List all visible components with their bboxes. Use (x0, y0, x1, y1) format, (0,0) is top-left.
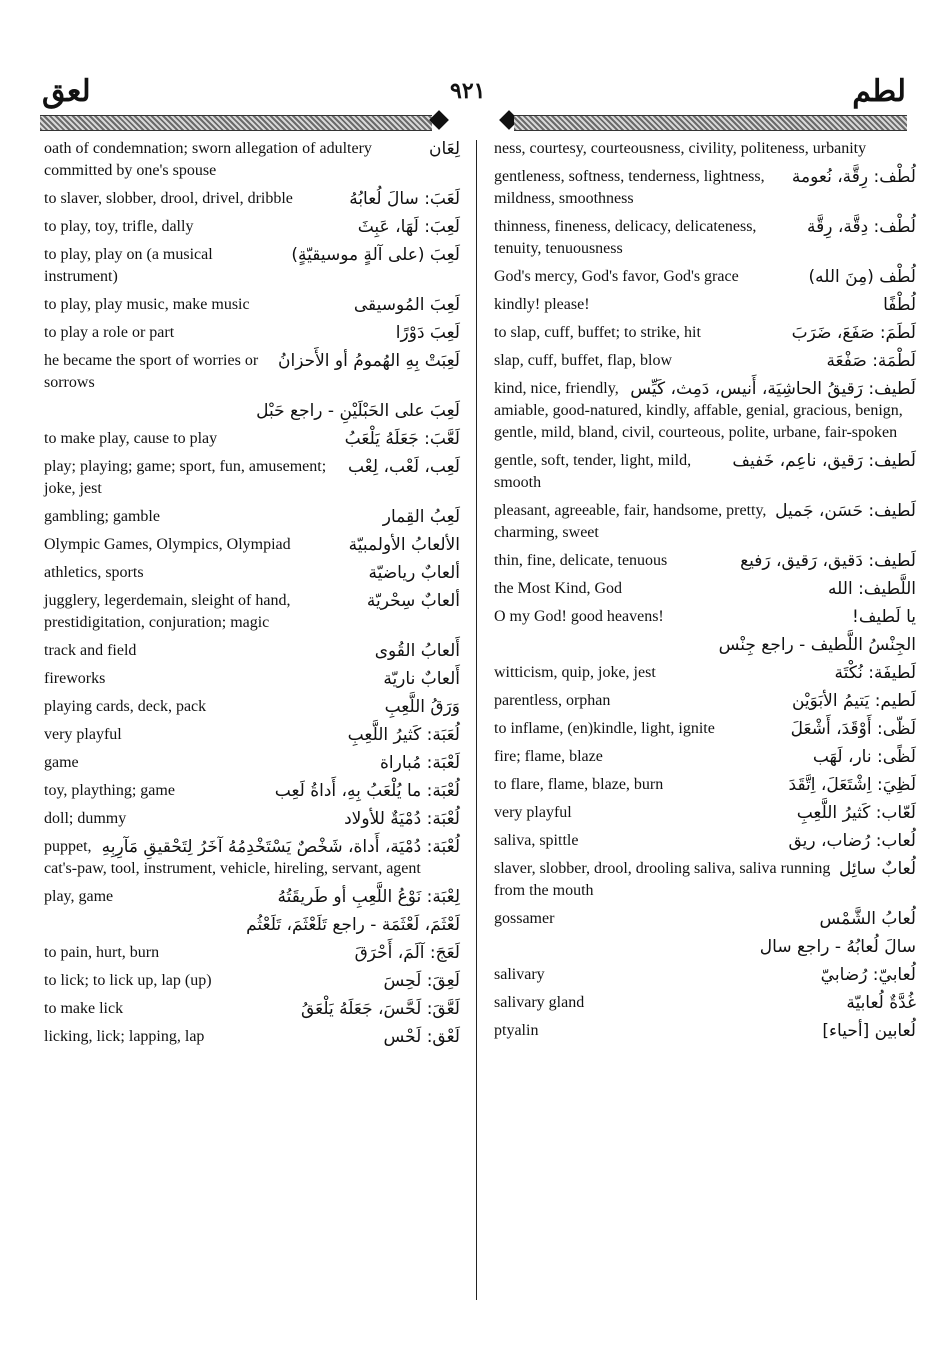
dictionary-entry (44, 534, 460, 556)
definition-english: licking, lick; lapping, lap (44, 1028, 205, 1045)
definition-english: the Most Kind, God (494, 580, 622, 597)
definition-english: to inflame, (en)kindle, light, ignite (494, 720, 715, 737)
headword-arabic: لَطيفَة: نُكْتَة (834, 663, 916, 683)
dictionary-entry (494, 166, 916, 210)
ornament-band-left (40, 115, 432, 131)
left-column (44, 138, 460, 1054)
headword-arabic: وَرَقُ اللَّعِبِ (384, 697, 460, 717)
dictionary-entry (44, 562, 460, 584)
ornament-diamond-left (429, 110, 449, 130)
definition-english: fire; flame, blaze (494, 748, 603, 765)
headword-arabic: لَعَّقَ: لَحَّسَ، جَعَلَهُ يَلْعَقُ (300, 999, 460, 1019)
definition-english: to play a role or part (44, 324, 175, 341)
headword-arabic: لُعابٌ سائِل (839, 859, 916, 879)
dictionary-entry (44, 780, 460, 802)
definition-english: thinness, fineness, delicacy, delicateness, tenuity, tenuousness (494, 218, 757, 257)
dictionary-entry (494, 662, 916, 684)
headword-arabic: لَطيف: دَقيق، رَقيق، رَفيع (740, 551, 916, 571)
headword-arabic: الألعابُ الأولمبيّة (348, 535, 460, 555)
definition-english: to play, play on (a musical instrument) (44, 246, 213, 285)
headword-arabic: لَعْبَة: مُباراة (379, 753, 460, 773)
dictionary-entry (44, 836, 460, 880)
page-number: ٩٢١ (450, 78, 486, 104)
headword-arabic: الجِنْسُ اللَّطيف - راجع جِنْس (718, 635, 916, 655)
dictionary-entry (44, 590, 460, 634)
headword-arabic: لَعْق: لَحْس (383, 1027, 460, 1047)
headword-arabic: يا لَطيف! (852, 607, 916, 627)
headword-arabic: لَطيف: رَقيقُ الحاشِيَة، أَنيس، دَمِث، كَيِّس (630, 379, 916, 399)
dictionary-entry (494, 802, 916, 824)
dictionary-entry (44, 998, 460, 1020)
dictionary-entry (494, 450, 916, 494)
definition-english: witticism, quip, joke, jest (494, 664, 656, 681)
headword-arabic: لَطْمَة: صَفْعَة (826, 351, 916, 371)
dictionary-entry (494, 908, 916, 930)
dictionary-entry (44, 724, 460, 746)
dictionary-entry (494, 350, 916, 372)
dictionary-entry (494, 378, 916, 444)
dictionary-entry (44, 640, 460, 662)
definition-english: gossamer (494, 910, 555, 927)
headword-arabic: لُعْبَة: دُمْيَةٌ للأولاد (344, 809, 460, 829)
definition-english: slap, cuff, buffet, flap, blow (494, 352, 673, 369)
headword-arabic: ألعابٌ رياضيّة (368, 563, 460, 583)
dictionary-entry (494, 500, 916, 544)
dictionary-entry (44, 886, 460, 908)
headword-arabic: لَعِقَ: لَحِسَ (383, 971, 460, 991)
dictionary-entry (44, 668, 460, 690)
dictionary-entry (494, 266, 916, 288)
dictionary-entry (494, 138, 916, 160)
dictionary-entry (494, 718, 916, 740)
definition-english: doll; dummy (44, 810, 127, 827)
headword-arabic: لُطْف (مِنَ الله) (808, 267, 916, 287)
headword-arabic: أَلعابٌ ناريّة (383, 669, 460, 689)
dictionary-entry (44, 808, 460, 830)
definition-english: game (44, 754, 79, 771)
definition-english: to make play, cause to play (44, 430, 218, 447)
definition-english: oath of condemnation; sworn allegation of adultery committed by one's spouse (44, 140, 372, 179)
dictionary-entry (494, 690, 916, 712)
definition-english: gentleness, softness, tenderness, lightness, mildness, smoothness (494, 168, 765, 207)
dictionary-entry (494, 322, 916, 344)
definition-english: slaver, slobber, drool, drooling saliva, saliva running from the mouth (494, 860, 831, 899)
headword-arabic: لَطيم: يَتيمُ الأبَوَيْن (791, 691, 916, 711)
headword-arabic: لُطْفًا (883, 295, 916, 315)
ornament-band-right (514, 115, 907, 131)
definition-english: salivary gland (494, 994, 585, 1011)
headword-arabic: لَعَبَ: سالَ لُعابُهُ (349, 189, 460, 209)
headword-arabic: لَظِيَ: اِشْتَعَلَ، اِتَّقَدَ (788, 775, 916, 795)
definition-english: he became the sport of worries or sorrows (44, 352, 259, 391)
definition-english: kindly! please! (494, 296, 590, 313)
dictionary-entry (44, 696, 460, 718)
definition-english: to slaver, slobber, drool, drivel, dribble (44, 190, 293, 207)
dictionary-entry (44, 244, 460, 288)
headword-arabic: لِعَان (428, 139, 460, 159)
headword-arabic: لَعِب، لَعْب، لِعْب (347, 457, 460, 477)
dictionary-entry (44, 216, 460, 238)
headword-arabic: ألعابٌ سِحْريّة (366, 591, 460, 611)
column-divider (476, 140, 477, 1300)
dictionary-entry (44, 188, 460, 210)
definition-english: saliva, spittle (494, 832, 579, 849)
headword-arabic: لَعِبَ (على آلةٍ موسيقيّةٍ) (291, 245, 460, 265)
headword-arabic: لَعِبَ: لَهَا، عَبِثَ (357, 217, 460, 237)
headword-arabic: اللَّطيف: الله (828, 579, 916, 599)
definition-english: very playful (494, 804, 572, 821)
dictionary-entry (494, 774, 916, 796)
definition-english: ptyalin (494, 1022, 539, 1039)
headword-arabic: لُعابين [أحياء] (822, 1021, 916, 1041)
definition-english: very playful (44, 726, 122, 743)
dictionary-entry (494, 964, 916, 986)
headword-arabic: لُطْف: دِقَّة، رِقَّة (806, 217, 916, 237)
dictionary-entry (44, 456, 460, 500)
definition-english: to flare, flame, blaze, burn (494, 776, 664, 793)
dictionary-entry (44, 1026, 460, 1048)
headword-arabic: لُعابيّ: رُضابيّ (820, 965, 916, 985)
running-header-right: لطم (852, 74, 906, 109)
definition-english: to lick; to lick up, lap (up) (44, 972, 212, 989)
headword-arabic: لَعْثَمَ، لَعْثَمَة - راجع تَلَعْثَمَ، تَلَعْثُم (246, 915, 460, 935)
dictionary-entry (44, 322, 460, 344)
dictionary-entry (44, 428, 460, 450)
definition-english: to make lick (44, 1000, 124, 1017)
dictionary-entry (494, 634, 916, 656)
headword-arabic: لَعّاب: كَثيرُ اللَّعِبِ (796, 803, 916, 823)
definition-english: fireworks (44, 670, 106, 687)
definition-english: toy, plaything; game (44, 782, 175, 799)
headword-arabic: لَعَجَ: آلَمَ، أَحْرَقَ (354, 943, 460, 963)
definition-english: to play, toy, trifle, dally (44, 218, 194, 235)
dictionary-entry (494, 936, 916, 958)
headword-arabic: لَعِبَ على الحَبْلَيْنِ - راجع حَبْل (256, 401, 460, 421)
headword-arabic: لِعْبَة: نَوْعُ اللَّعِبِ أو طَريقَتُهُ (277, 887, 460, 907)
definition-english: gambling; gamble (44, 508, 160, 525)
dictionary-entry (44, 400, 460, 422)
definition-english: Olympic Games, Olympics, Olympiad (44, 536, 291, 553)
definition-english: playing cards, deck, pack (44, 698, 207, 715)
definition-english: to pain, hurt, burn (44, 944, 160, 961)
dictionary-entry (494, 294, 916, 316)
definition-english: athletics, sports (44, 564, 144, 581)
running-header-left: لعق (42, 74, 91, 109)
definition-english: play; playing; game; sport, fun, amusement; joke, jest (44, 458, 327, 497)
dictionary-entry (44, 350, 460, 394)
dictionary-entry (494, 858, 916, 902)
headword-arabic: أَلعابُ القُوى (374, 641, 460, 661)
definition-english: track and field (44, 642, 137, 659)
definition-english: salivary (494, 966, 545, 983)
dictionary-entry (44, 294, 460, 316)
dictionary-entry (494, 746, 916, 768)
headword-arabic: لَعِبَتْ بِهِ الهُمومُ أو الأَحزانُ (278, 351, 460, 371)
headword-arabic: لَطيف: رَقيق، ناعِم، خَفيف (732, 451, 916, 471)
definition-english: pleasant, agreeable, fair, handsome, pretty, charming, sweet (494, 502, 767, 541)
definition-english: puppet, cat's-paw, tool, instrument, vehicle, hireling, servant, agent (44, 838, 421, 877)
headword-arabic: لَعِبَ دَوْرًا (395, 323, 460, 343)
headword-arabic: لَظًى: نار، لَهَب (812, 747, 916, 767)
headword-arabic: لَعِبُ القِمار (382, 507, 460, 527)
headword-arabic: لُطْف: رِقَّة، نُعومة (791, 167, 916, 187)
headword-arabic: لُعابُ الشَّمْس (819, 909, 916, 929)
headword-arabic: لَعِبَ المُوسيقى (353, 295, 460, 315)
headword-arabic: سالَ لُعابُهُ - راجع سال (759, 937, 916, 957)
headword-arabic: لُعْبَة: دُمْيَة، أَداة، شَخْصٌ يَسْتَخْدِمُهُ آخَرُ لِتَحْقيقِ مَآرِبِهِ (101, 837, 460, 857)
headword-arabic: لَظّى: أَوْقَدَ، أَشْعَلَ (790, 719, 916, 739)
definition-english: ness, courtesy, courteousness, civility, politeness, urbanity (494, 140, 867, 157)
dictionary-entry (44, 942, 460, 964)
dictionary-entry (44, 914, 460, 936)
definition-english: jugglery, legerdemain, sleight of hand, prestidigitation, conjuration; magic (44, 592, 291, 631)
right-column (494, 138, 916, 1048)
definition-english: to slap, cuff, buffet; to strike, hit (494, 324, 701, 341)
dictionary-entry (44, 970, 460, 992)
dictionary-entry (494, 992, 916, 1014)
dictionary-entry (494, 606, 916, 628)
headword-arabic: لَطيف: حَسَن، جَميل (775, 501, 916, 521)
dictionary-entry (494, 578, 916, 600)
dictionary-entry (44, 138, 460, 182)
headword-arabic: لُعْبَة: ما يُلْعَبُ بِهِ، أَداةُ لَعِب (274, 781, 460, 801)
headword-arabic: لُعاب: رُضاب، ريق (788, 831, 916, 851)
dictionary-entry (494, 1020, 916, 1042)
definition-english: God's mercy, God's favor, God's grace (494, 268, 739, 285)
dictionary-entry (494, 550, 916, 572)
definition-english: thin, fine, delicate, tenuous (494, 552, 668, 569)
headword-arabic: لَطَمَ: صَفَعَ، ضَرَبَ (791, 323, 916, 343)
definition-english: kind, nice, friendly, amiable, good-natured, kindly, affable, genial, gracious, benign, gentle, mild, bland, civil, courteous, polite, urbane, fair-spoken (494, 380, 903, 441)
dictionary-entry (494, 830, 916, 852)
definition-english: O my God! good heavens! (494, 608, 664, 625)
headword-arabic: لُعَبَة: كَثيرُ اللَّعِبِ (347, 725, 460, 745)
dictionary-entry (494, 216, 916, 260)
dictionary-entry (44, 506, 460, 528)
headword-arabic: لَعَّبَ: جَعَلَهُ يَلْعَبُ (344, 429, 460, 449)
dictionary-entry (44, 752, 460, 774)
headword-arabic: غُدَّةٌ لُعابيّة (846, 993, 916, 1013)
definition-english: gentle, soft, tender, light, mild, smooth (494, 452, 692, 491)
definition-english: parentless, orphan (494, 692, 611, 709)
definition-english: play, game (44, 888, 114, 905)
definition-english: to play, play music, make music (44, 296, 250, 313)
